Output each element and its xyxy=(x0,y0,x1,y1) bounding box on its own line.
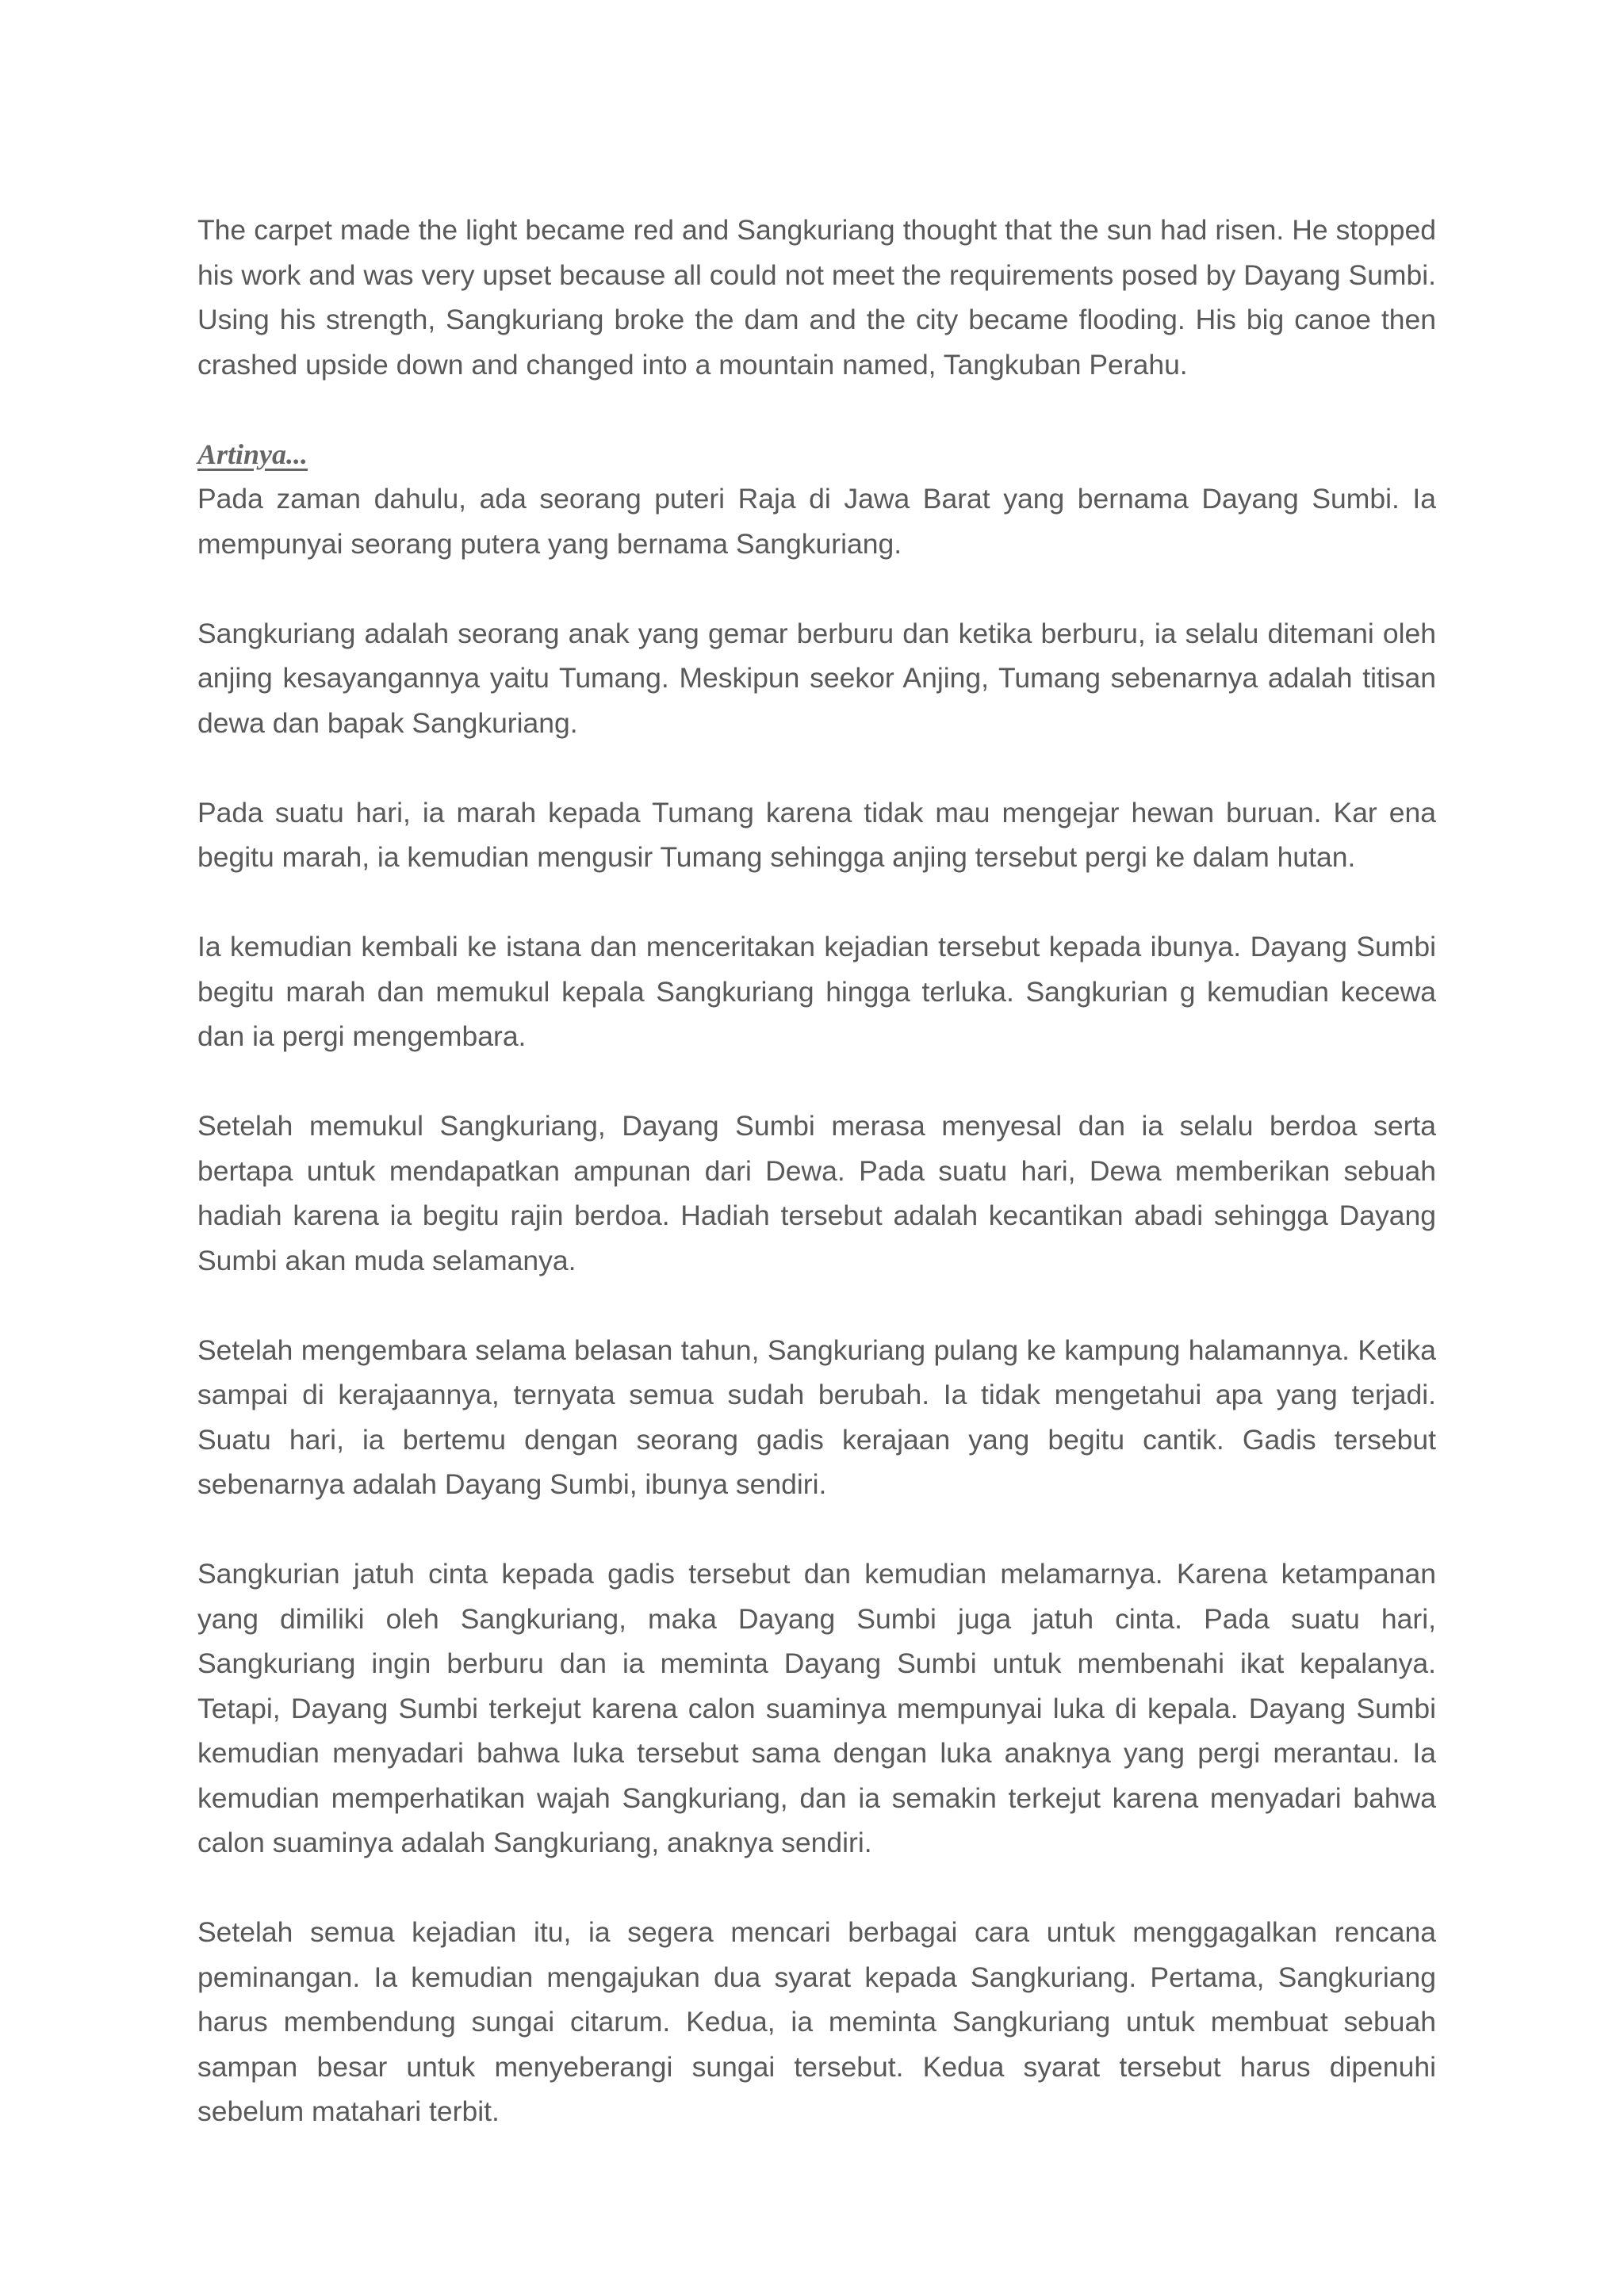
paragraph-5: Setelah memukul Sangkuriang, Dayang Sumbi merasa menyesal dan ia selalu berdoa serta bertapa untuk mendapatkan ampunan dari Dewa. Pada suatu hari, Dewa memberikan sebuah hadiah karena ia begitu rajin berdoa. Hadiah tersebut adalah kecantikan abadi sehingga Dayang Sumbi akan muda selamanya. xyxy=(197,1110,1436,1276)
paragraph-2: Sangkuriang adalah seorang anak yang gemar berburu dan ketika berburu, ia selalu ditemani oleh anjing kesayangannya yaitu Tumang. Meskipun seekor Anjing, Tumang sebenarnya adalah titisan dewa dan bapak Sangkuriang. xyxy=(197,617,1436,739)
paragraph-4: Ia kemudian kembali ke istana dan menceritakan kejadian tersebut kepada ibunya. Dayang Sumbi begitu marah dan memukul kepala Sangkuriang hingga terluka. Sangkurian g kemudian kecewa dan ia pergi mengembara. xyxy=(197,931,1436,1052)
paragraph-6: Setelah mengembara selama belasan tahun, Sangkuriang pulang ke kampung halamannya. Ketika sampai di kerajaannya, ternyata semua sudah berubah. Ia tidak mengetahui apa yang terjadi. Suatu hari, ia bertemu dengan seorang gadis kerajaan yang begitu cantik. Gadis tersebut sebenarnya adalah Dayang Sumbi, ibunya sendiri. xyxy=(197,1334,1436,1500)
paragraph-3: Pada suatu hari, ia marah kepada Tumang karena tidak mau mengejar hewan buruan. Kar ena begitu marah, ia kemudian mengusir Tumang sehingga anjing tersebut pergi ke dalam hutan. xyxy=(197,796,1436,873)
paragraph-1: Pada zaman dahulu, ada seorang puteri Raja di Jawa Barat yang bernama Dayang Sumbi. Ia mempunyai seorang putera yang bernama Sangkuriang. xyxy=(197,483,1436,560)
intro-paragraph: The carpet made the light became red and Sangkuriang thought that the sun had risen. He stopped his work and was very upset because all could not meet the requirements posed by Dayang Sumbi. Using his strength, Sangkuriang broke the dam and the city became flooding. His big canoe then crashed upside down and changed into a mountain named, Tangkuban Perahu. xyxy=(197,214,1436,381)
section-heading: Artinya... xyxy=(197,438,308,470)
paragraph-8: Setelah semua kejadian itu, ia segera mencari berbagai cara untuk menggagalkan rencana peminangan. Ia kemudian mengajukan dua syarat kepada Sangkuriang. Pertama, Sangkuriang harus membendung sungai citarum. Kedua, ia meminta Sangkuriang untuk membuat sebuah sampan besar untuk menyeberangi sungai tersebut. Kedua syarat tersebut harus dipenuhi sebelum matahari terbit. xyxy=(197,1916,1436,2127)
document-page xyxy=(197,208,1436,2134)
paragraph-7: Sangkurian jatuh cinta kepada gadis tersebut dan kemudian melamarnya. Karena ketampanan yang dimiliki oleh Sangkuriang, maka Dayang Sumbi juga jatuh cinta. Pada suatu hari, Sangkuriang ingin berburu dan ia meminta Dayang Sumbi untuk membenahi ikat kepalanya. Tetapi, Dayang Sumbi terkejut karena calon suaminya mempunyai luka di kepala. Dayang Sumbi kemudian menyadari bahwa luka tersebut sama dengan luka anaknya yang pergi merantau. Ia kemudian memperhatikan wajah Sangkuriang, dan ia semakin terkejut karena menyadari bahwa calon suaminya adalah Sangkuriang, anaknya sendiri. xyxy=(197,1558,1436,1858)
